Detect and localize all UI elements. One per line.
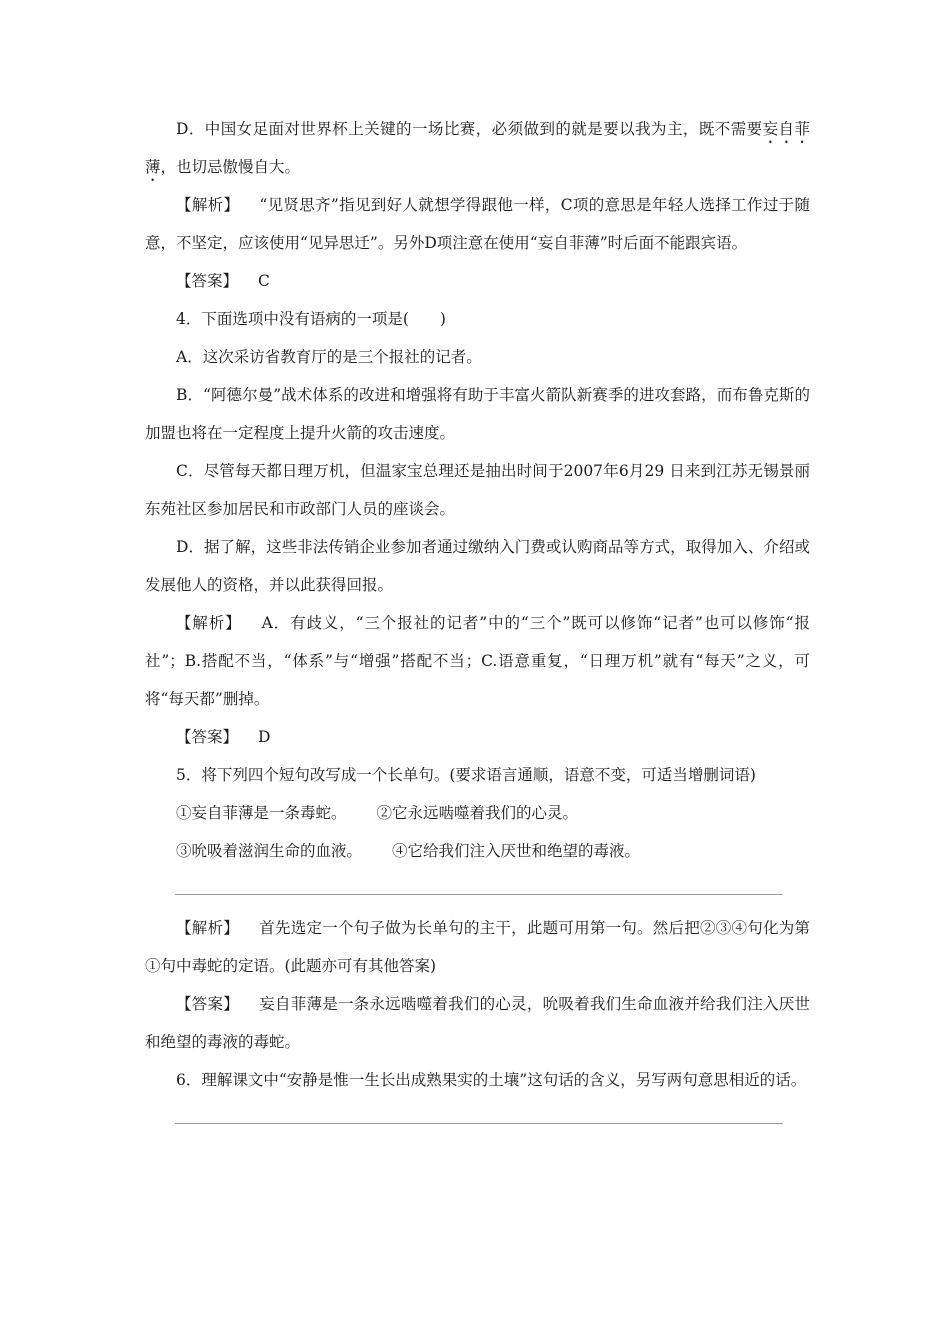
q3-option-d-emphasis-1: 妄 xyxy=(762,120,779,138)
q3-option-d-text: D．中国女足面对世界杯上关键的一场比赛，必须做到的就是要以我为主，既不需要 xyxy=(176,120,763,138)
q3-option-d-text-end: ，也切忌傲慢自大。 xyxy=(160,158,301,176)
q3-answer xyxy=(145,262,810,300)
q3-option-d-emphasis-2: 自菲薄 xyxy=(145,120,810,176)
q3-analysis-text: “见贤思齐”指见到好人就想学得跟他一样，C项的意思是年轻人选择工作过于随意，不坚定，应该使用“见异思迁”。另外D项注意在使用“妄自菲薄”时后面不能跟宾语。 xyxy=(145,196,810,252)
q3-answer-tag: 【答案】 xyxy=(176,272,239,290)
q5-analysis xyxy=(145,909,810,985)
q5-sentences-line-2 xyxy=(145,832,810,870)
q5-analysis-tag: 【解析】 xyxy=(176,919,239,937)
q5-sentence-3: ③吮吸着滋润生命的血液。 xyxy=(176,842,363,860)
q5-sentence-2: ②它永远啮噬着我们的心灵。 xyxy=(376,804,579,822)
q4-option-b: B．“阿德尔曼”战术体系的改进和增强将有助于丰富火箭队新赛季的进攻套路，而布鲁克斯的加盟也将在一定程度上提升火箭的攻击速度。 xyxy=(145,386,810,442)
q4-stem: 4．下面选项中没有语病的一项是( ) xyxy=(176,310,446,328)
document-page xyxy=(145,110,810,1138)
q5-answer-tag: 【答案】 xyxy=(176,995,239,1013)
q4-analysis-tag: 【解析】 xyxy=(176,614,242,632)
q5-sentences-line-1 xyxy=(145,794,810,832)
q3-answer-text: C xyxy=(258,272,270,290)
q5-sentence-4: ④它给我们注入厌世和绝望的毒液。 xyxy=(392,842,641,860)
q3-analysis xyxy=(145,186,810,262)
q4-analysis-text: A．有歧义，“三个报社的记者”中的“三个”既可以修饰“记者”也可以修饰“报社”；B.搭配不当，“体系”与“增强”搭配不当；C.语意重复，“日理万机”就有“每天”之义，可将“每天都”删掉。 xyxy=(145,614,810,708)
q4-option-c: C．尽管每天都日理万机，但温家宝总理还是抽出时间于2007年6月29 日来到江苏无锡景丽东苑社区参加居民和市政部门人员的座谈会。 xyxy=(145,462,810,518)
q3-option-d xyxy=(145,110,810,186)
q5-answer xyxy=(145,985,810,1061)
q4-answer-tag: 【答案】 xyxy=(176,728,239,746)
q3-analysis-tag: 【解析】 xyxy=(176,196,240,214)
q5-answer-text: 妄自菲薄是一条永远啮噬着我们的心灵，吮吸着我们生命血液并给我们注入厌世和绝望的毒液的毒蛇。 xyxy=(145,995,810,1051)
q5-analysis-text: 首先选定一个句子做为长单句的主干，此题可用第一句。然后把②③④句化为第①句中毒蛇的定语。(此题亦可有其他答案) xyxy=(145,919,810,975)
q4-analysis xyxy=(145,604,810,718)
q4-option-a: A．这次采访省教育厅的是三个报社的记者。 xyxy=(176,348,482,366)
q6-stem: 6．理解课文中“安静是惟一生长出成熟果实的土壤”这句话的含义，另写两句意思相近的话。 xyxy=(176,1071,807,1089)
q4-option-d: D．据了解，这些非法传销企业参加者通过缴纳入门费或认购商品等方式，取得加入、介绍或发展他人的资格，并以此获得回报。 xyxy=(145,538,810,594)
q4-answer-text: D xyxy=(258,728,271,746)
q4-answer xyxy=(145,718,810,756)
q5-sentence-1: ①妄自菲薄是一条毒蛇。 xyxy=(176,804,347,822)
q5-stem: 5．将下列四个短句改写成一个长单句。(要求语言通顺，语意不变，可适当增删词语) xyxy=(176,766,756,784)
q5-answer-line xyxy=(175,894,783,895)
q6-answer-line xyxy=(175,1123,783,1124)
